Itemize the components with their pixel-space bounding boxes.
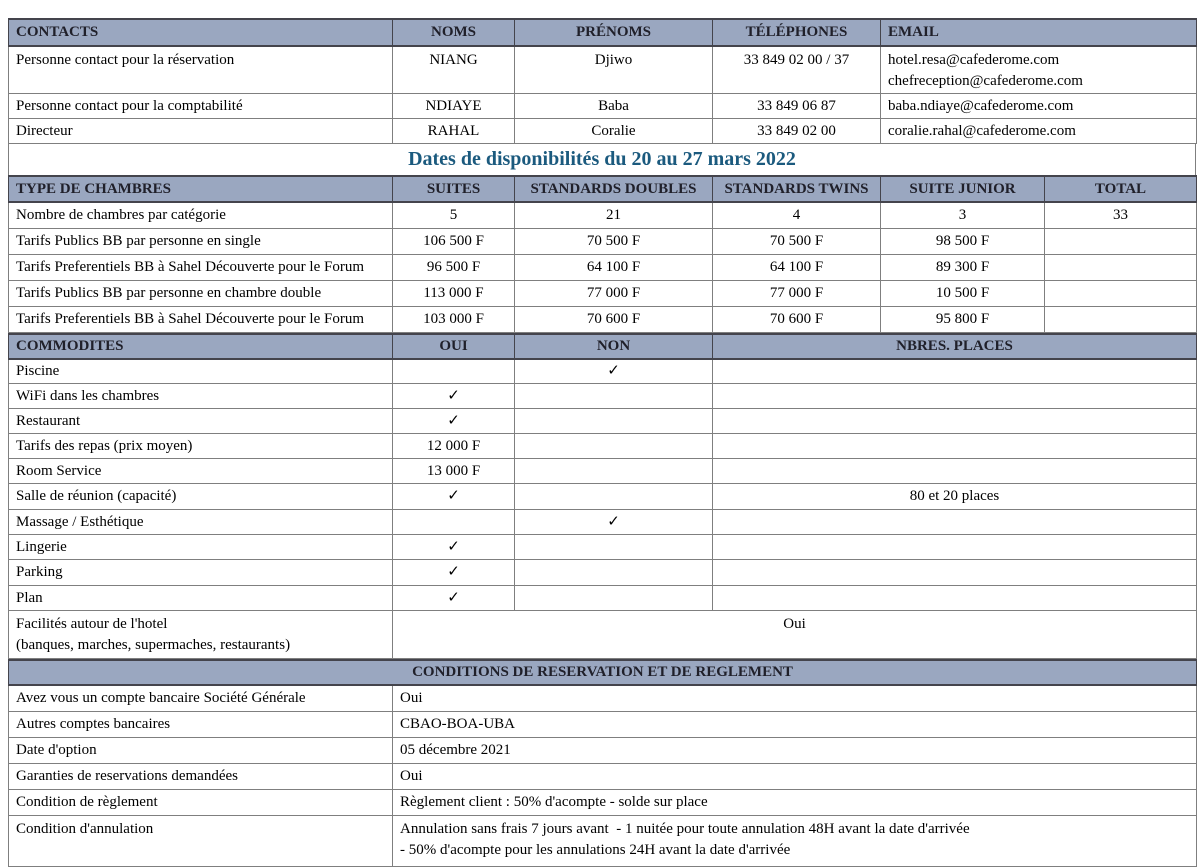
contact-prenom: Coralie xyxy=(515,119,713,144)
contacts-table xyxy=(8,18,1197,144)
oui-header: OUI xyxy=(393,334,515,359)
nbres-places-header: NBRES. PLACES xyxy=(713,334,1197,359)
oui-cell: ✓ xyxy=(393,409,515,434)
amenity-row-restaurant xyxy=(9,409,1197,434)
amenity-label: Room Service xyxy=(9,459,393,484)
amenity-label: Tarifs des repas (prix moyen) xyxy=(9,434,393,459)
places-cell xyxy=(713,409,1197,434)
amenity-row-facilites xyxy=(9,611,1197,659)
amenity-row-massage xyxy=(9,510,1197,535)
suite-junior-header: SUITE JUNIOR xyxy=(881,176,1045,202)
rooms-value xyxy=(1045,254,1197,280)
contact-prenom: Djiwo xyxy=(515,46,713,94)
hotel-info-sheet xyxy=(8,18,1196,867)
rooms-value: 4 xyxy=(713,202,881,228)
contact-email xyxy=(881,46,1197,94)
contact-email: baba.ndiaye@cafederome.com xyxy=(881,94,1197,119)
contact-nom: NDIAYE xyxy=(393,94,515,119)
amenity-label: Lingerie xyxy=(9,535,393,560)
rooms-header-row xyxy=(9,176,1197,202)
amenity-label: Plan xyxy=(9,586,393,611)
condition-value xyxy=(393,815,1197,866)
amenity-row-room-service xyxy=(9,459,1197,484)
condition-value: Oui xyxy=(393,685,1197,711)
amenity-row-plan xyxy=(9,586,1197,611)
amenity-row-tarifs-repas xyxy=(9,434,1197,459)
rooms-value: 77 000 F xyxy=(515,280,713,306)
rooms-value: 70 500 F xyxy=(713,228,881,254)
rooms-row-label: Tarifs Preferentiels BB à Sahel Découverte pour le Forum xyxy=(9,306,393,332)
non-cell xyxy=(515,409,713,434)
rooms-value: 89 300 F xyxy=(881,254,1045,280)
contact-row-comptabilite xyxy=(9,94,1197,119)
condition-row-garanties xyxy=(9,763,1197,789)
contact-tel: 33 849 02 00 / 37 xyxy=(713,46,881,94)
conditions-title: CONDITIONS DE RESERVATION ET DE REGLEMENT xyxy=(9,660,1197,685)
oui-cell xyxy=(393,359,515,384)
rooms-value: 98 500 F xyxy=(881,228,1045,254)
email-line: hotel.resa@cafederome.com xyxy=(888,52,1060,68)
rooms-value: 70 600 F xyxy=(515,306,713,332)
rooms-row-label: Tarifs Publics BB par personne en chambre double xyxy=(9,280,393,306)
non-cell: ✓ xyxy=(515,359,713,384)
amenity-label: Piscine xyxy=(9,359,393,384)
rooms-row-public-single xyxy=(9,228,1197,254)
cancellation-line: - 50% d'acompte pour les annulations 24H avant la date d'arrivée xyxy=(400,841,791,858)
rooms-value: 5 xyxy=(393,202,515,228)
contact-label: Personne contact pour la réservation xyxy=(9,46,393,94)
amenity-label: Parking xyxy=(9,560,393,586)
condition-label: Condition d'annulation xyxy=(9,815,393,866)
amenity-label: Massage / Esthétique xyxy=(9,510,393,535)
contact-tel: 33 849 02 00 xyxy=(713,119,881,144)
amenities-table xyxy=(8,333,1197,660)
rooms-row-pref-double xyxy=(9,306,1197,332)
condition-value: CBAO-BOA-UBA xyxy=(393,711,1197,737)
conditions-table xyxy=(8,659,1197,867)
type-chambres-header: TYPE DE CHAMBRES xyxy=(9,176,393,202)
condition-value: Oui xyxy=(393,763,1197,789)
rooms-value: 96 500 F xyxy=(393,254,515,280)
suites-header: SUITES xyxy=(393,176,515,202)
rooms-table xyxy=(8,175,1197,333)
places-cell xyxy=(713,459,1197,484)
places-cell xyxy=(713,384,1197,409)
amenity-label xyxy=(9,611,393,659)
rooms-row-label: Tarifs Publics BB par personne en single xyxy=(9,228,393,254)
condition-row-compte-sg xyxy=(9,685,1197,711)
rooms-value: 3 xyxy=(881,202,1045,228)
contact-label: Personne contact pour la comptabilité xyxy=(9,94,393,119)
rooms-row-public-double xyxy=(9,280,1197,306)
oui-cell: ✓ xyxy=(393,586,515,611)
facilities-label-line: (banques, marches, supermaches, restaurants) xyxy=(16,637,291,653)
rooms-value: 33 xyxy=(1045,202,1197,228)
facilities-label-line: Facilités autour de l'hotel xyxy=(16,616,168,632)
rooms-value xyxy=(1045,306,1197,332)
oui-cell: 13 000 F xyxy=(393,459,515,484)
non-cell xyxy=(515,384,713,409)
rooms-value: 113 000 F xyxy=(393,280,515,306)
contact-tel: 33 849 06 87 xyxy=(713,94,881,119)
amenity-label: Salle de réunion (capacité) xyxy=(9,484,393,510)
non-header: NON xyxy=(515,334,713,359)
oui-cell: ✓ xyxy=(393,560,515,586)
rooms-value: 77 000 F xyxy=(713,280,881,306)
condition-row-date-option xyxy=(9,737,1197,763)
non-cell xyxy=(515,535,713,560)
cancellation-line: Annulation sans frais 7 jours avant - 1 nuitée pour toute annulation 48H avant la date d'arrivée xyxy=(400,820,970,837)
condition-value: Règlement client : 50% d'acompte - solde sur place xyxy=(393,789,1197,815)
rooms-value: 106 500 F xyxy=(393,228,515,254)
non-cell xyxy=(515,560,713,586)
email-header: EMAIL xyxy=(881,19,1197,46)
rooms-value: 21 xyxy=(515,202,713,228)
rooms-row-label: Nombre de chambres par catégorie xyxy=(9,202,393,228)
contact-row-reservation xyxy=(9,46,1197,94)
places-cell xyxy=(713,535,1197,560)
condition-row-annulation xyxy=(9,815,1197,866)
contact-prenom: Baba xyxy=(515,94,713,119)
rooms-row-pref-single xyxy=(9,254,1197,280)
non-cell xyxy=(515,434,713,459)
places-cell xyxy=(713,560,1197,586)
total-header: TOTAL xyxy=(1045,176,1197,202)
oui-cell: ✓ xyxy=(393,384,515,409)
standards-doubles-header: STANDARDS DOUBLES xyxy=(515,176,713,202)
amenity-row-parking xyxy=(9,560,1197,586)
oui-cell: ✓ xyxy=(393,484,515,510)
contact-nom: NIANG xyxy=(393,46,515,94)
condition-value: 05 décembre 2021 xyxy=(393,737,1197,763)
places-cell xyxy=(713,586,1197,611)
contact-label: Directeur xyxy=(9,119,393,144)
amenity-row-wifi xyxy=(9,384,1197,409)
condition-row-autres-comptes xyxy=(9,711,1197,737)
amenity-row-lingerie xyxy=(9,535,1197,560)
contact-nom: RAHAL xyxy=(393,119,515,144)
rooms-value: 103 000 F xyxy=(393,306,515,332)
noms-header: NOMS xyxy=(393,19,515,46)
non-cell xyxy=(515,586,713,611)
amenity-row-salle-reunion xyxy=(9,484,1197,510)
rooms-value xyxy=(1045,228,1197,254)
places-cell xyxy=(713,434,1197,459)
telephones-header: TÉLÉPHONES xyxy=(713,19,881,46)
oui-cell xyxy=(393,510,515,535)
places-cell xyxy=(713,359,1197,384)
availability-title: Dates de disponibilités du 20 au 27 mars 2022 xyxy=(8,144,1196,175)
rooms-value: 70 600 F xyxy=(713,306,881,332)
amenity-label: Restaurant xyxy=(9,409,393,434)
commodites-header: COMMODITES xyxy=(9,334,393,359)
non-cell xyxy=(515,484,713,510)
conditions-header-row xyxy=(9,660,1197,685)
condition-label: Condition de règlement xyxy=(9,789,393,815)
places-cell: 80 et 20 places xyxy=(713,484,1197,510)
non-cell: ✓ xyxy=(515,510,713,535)
rooms-value: 64 100 F xyxy=(713,254,881,280)
rooms-value: 70 500 F xyxy=(515,228,713,254)
amenity-label: WiFi dans les chambres xyxy=(9,384,393,409)
non-cell xyxy=(515,459,713,484)
contact-email: coralie.rahal@cafederome.com xyxy=(881,119,1197,144)
condition-label: Avez vous un compte bancaire Société Générale xyxy=(9,685,393,711)
places-cell xyxy=(713,510,1197,535)
email-line: chefreception@cafederome.com xyxy=(888,73,1083,89)
amenity-row-piscine xyxy=(9,359,1197,384)
condition-label: Date d'option xyxy=(9,737,393,763)
condition-row-reglement xyxy=(9,789,1197,815)
contacts-header-row xyxy=(9,19,1197,46)
contacts-header: CONTACTS xyxy=(9,19,393,46)
condition-label: Garanties de reservations demandées xyxy=(9,763,393,789)
oui-cell: 12 000 F xyxy=(393,434,515,459)
contact-row-directeur xyxy=(9,119,1197,144)
oui-cell: ✓ xyxy=(393,535,515,560)
rooms-value: 95 800 F xyxy=(881,306,1045,332)
rooms-row-label: Tarifs Preferentiels BB à Sahel Découverte pour le Forum xyxy=(9,254,393,280)
amenities-header-row xyxy=(9,334,1197,359)
rooms-value: 10 500 F xyxy=(881,280,1045,306)
rooms-row-count xyxy=(9,202,1197,228)
rooms-value xyxy=(1045,280,1197,306)
condition-label: Autres comptes bancaires xyxy=(9,711,393,737)
standards-twins-header: STANDARDS TWINS xyxy=(713,176,881,202)
rooms-value: 64 100 F xyxy=(515,254,713,280)
facilities-value: Oui xyxy=(393,611,1197,659)
prenoms-header: PRÉNOMS xyxy=(515,19,713,46)
